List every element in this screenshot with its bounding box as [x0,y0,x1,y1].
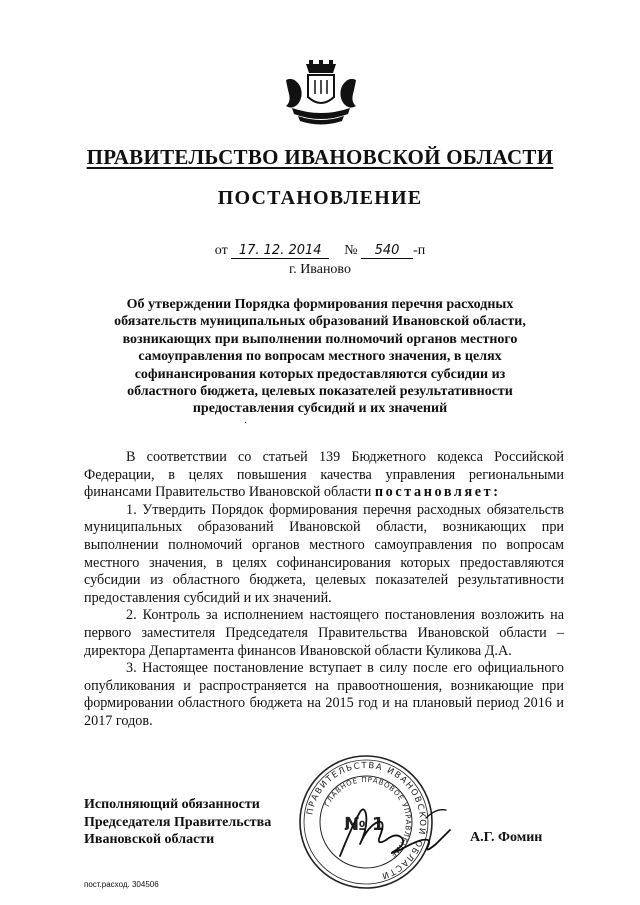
document-date: 17. 12. 2014 [231,243,329,259]
document-type: ПОСТАНОВЛЕНИЕ [217,187,423,209]
city: г. Иваново [289,262,351,277]
footer-code: пост.расход. 304506 [84,880,159,889]
signer-name: А.Г. Фомин [470,830,543,845]
date-prefix: от [214,243,228,258]
position-line-2: Председателя Правительства [84,814,272,830]
coat-of-arms-icon [282,60,360,130]
stamp-inner-text: ГЛАВНОЕ ПРАВОВОЕ УПРАВЛЕНИЕ [323,775,413,859]
item-2: 2. Контроль за исполнением настоящего постановления возложить на первого заместителя Председателя Правительства Ивановской области – директора Департамента финансов Ивановской области Куликова Д.А. [84,607,564,659]
handwritten-signature [330,796,460,874]
position-line-1: Исполняющий обязанности [84,797,260,812]
item-1: 1. Утвердить Порядок формирования перечня расходных обязательств муниципальных образований Ивановской области, возникающих при выполнении полномочий органов местного самоуправления по вопросам местного значения, в целях софинансирования которых предоставляются субсидии из областного бюджета, целевых показателей результативности предоставления субсидий и их значений. [84,501,564,606]
document-number: 540 [361,243,413,259]
document-heading: Об утверждении Порядка формирования перечня расходных обязательств муниципальных образований Ивановской области, возникающих при выполнении полномочий органов местного самоуправления по вопросам местного значения, в целях софинансирования которых предоставляются субсидии из областного бюджета, целевых показателей результативности предоставления субсидий и их значений [114,297,526,417]
number-prefix: № [344,243,358,258]
stamp-number: № 1 [344,814,385,835]
government-title: ПРАВИТЕЛЬСТВО ИВАНОВСКОЙ ОБЛАСТИ [86,145,554,169]
date-number-line [0,243,640,259]
number-suffix: -п [413,243,426,258]
signatory-position [84,796,294,849]
position-line-3: Ивановской области [84,832,215,848]
stamp-outer-text: ПРАВИТЕЛЬСТВА ИВАНОВСКОЙ ОБЛАСТИ [305,760,428,881]
item-3: 3. Настоящее постановление вступает в силу после его официального опубликования и распространяется на правоотношения, возникающие при формировании областного бюджета на 2015 год и на плановый период 2016 и 2017 годов. [84,660,564,729]
intro-text: В соответствии со статьей 139 Бюджетного кодекса Российской Федерации, в целях повышения качества управления региональными финансами Правительство Ивановской области [84,449,564,501]
document-body [84,449,564,731]
decree-word: постановляет: [374,484,501,501]
stray-mark: · [244,418,248,429]
intro-paragraph [84,449,564,502]
